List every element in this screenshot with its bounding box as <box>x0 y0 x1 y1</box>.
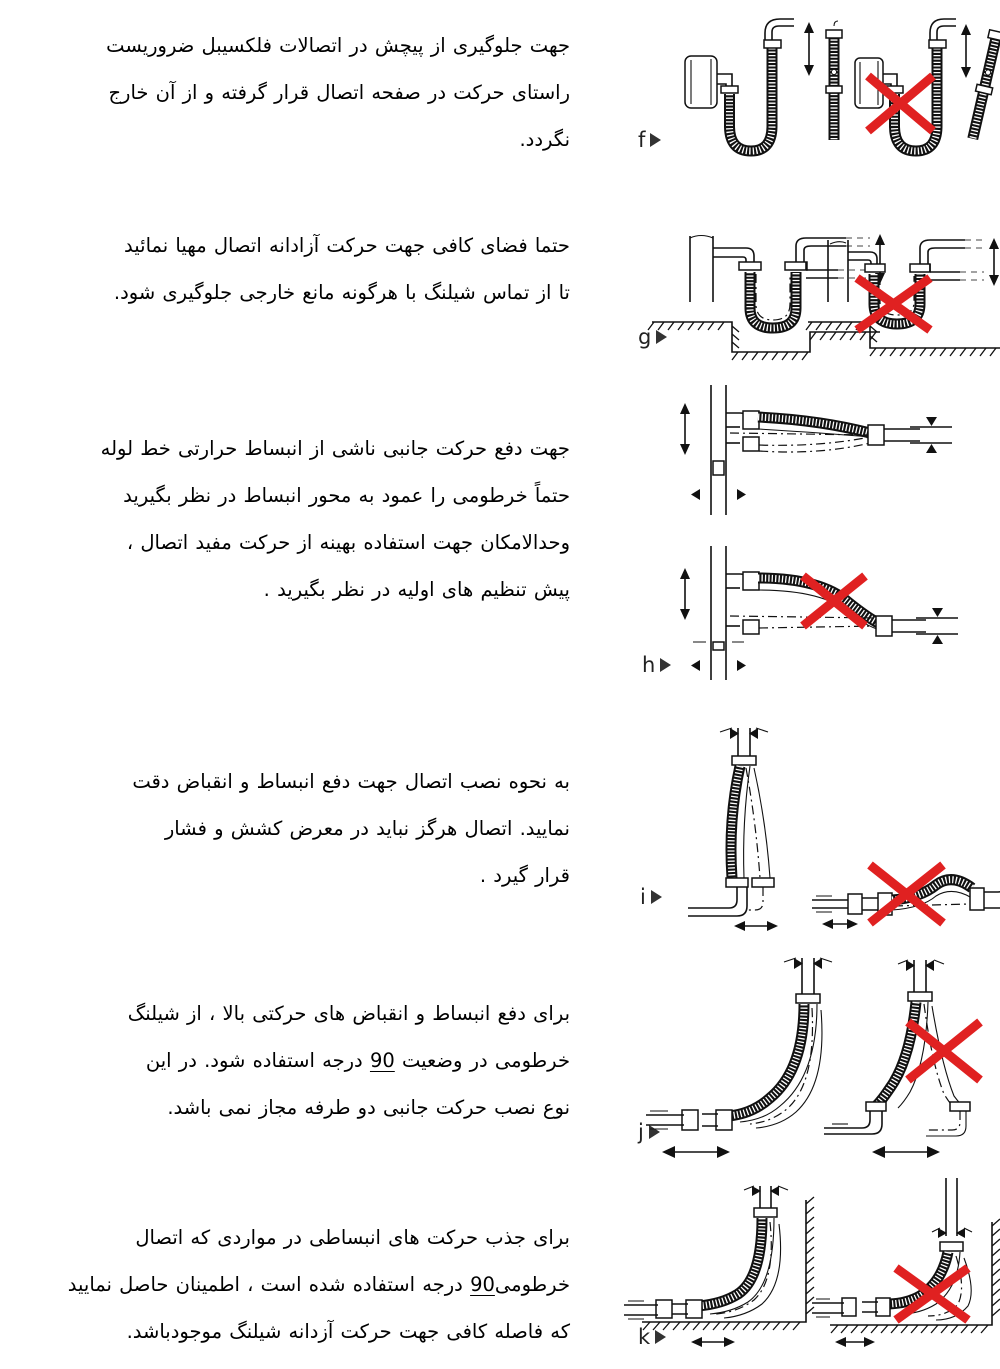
fig-f-correct <box>685 19 842 151</box>
figure-k <box>580 1170 1000 1369</box>
figure-h <box>580 365 1000 695</box>
text-h-line-3: وحدالامکان جهت استفاده بهینه از حرکت مفید اتصال ، <box>126 531 570 554</box>
figure-g <box>580 200 1000 365</box>
fig-h-incorrect <box>680 546 958 680</box>
figure-k-drawing <box>580 1170 1000 1369</box>
figure-i <box>580 710 1000 930</box>
text-k-line-2: خرطومی90 درجه استفاده شده است ، اطمینان حاصل نمایید <box>67 1273 570 1296</box>
fig-k-correct <box>624 1186 814 1347</box>
emphasis-90: 90 <box>369 1049 395 1072</box>
fig-g-correct <box>648 234 885 360</box>
marker-letter-j: j <box>638 1120 644 1144</box>
text-g-line-2: تا از تماس شیلنگ با هرگونه مانع خارجی جلوگیری شود. <box>113 281 570 304</box>
error-cross-icon <box>896 1268 968 1320</box>
text-j-line-1: برای دفع انبساط و انقباض های حرکتی بالا ، از شیلنگ <box>127 1002 570 1025</box>
marker-letter-f: f <box>638 128 646 152</box>
figure-j <box>580 930 1000 1170</box>
fig-h-correct <box>680 385 952 515</box>
text-g <box>0 200 580 316</box>
text-j-line-2: خرطومی در وضعیت 90 درجه استفاده شود. در این <box>145 1049 570 1072</box>
fig-g-incorrect <box>806 238 1000 356</box>
emphasis-90: 90 <box>470 1273 495 1296</box>
text-i-line-3: قرار گیرد . <box>479 864 570 887</box>
text-h-line-2: حتماً خرطومی را عمود به محور انبساط در نظر بگیرید <box>123 484 570 507</box>
figure-f <box>580 0 1000 200</box>
figure-i-drawing <box>580 710 1000 930</box>
text-k-line-1: برای جذب حرکت های انبساطی در مواردی که اتصال <box>135 1226 570 1249</box>
figure-f-drawing <box>580 0 1000 200</box>
text-i-line-1: به نحوه نصب اتصال جهت دفع انبساط و انقباض دقت <box>132 770 570 793</box>
section-k <box>0 1170 1000 1369</box>
fig-f-incorrect <box>855 19 1000 151</box>
text-f-line-1: جهت جلوگیری از پیچش در اتصالات فلکسیبل ضروریست <box>106 34 570 57</box>
text-i-line-2: نمایید. اتصال هرگز نباید در معرض کشش و فشار <box>164 817 570 840</box>
marker-letter-h: h <box>642 653 656 677</box>
section-f <box>0 0 1000 200</box>
section-h <box>0 365 1000 695</box>
text-h-line-1: جهت دفع حرکت جانبی ناشی از انبساط حرارتی خط لوله <box>100 437 570 460</box>
text-f <box>0 0 580 163</box>
section-g <box>0 200 1000 365</box>
text-f-line-3: نگردد. <box>519 128 570 151</box>
text-i <box>0 710 580 899</box>
fig-i-incorrect <box>812 810 1000 929</box>
fig-j-correct <box>646 958 832 1158</box>
text-k-line-3: که فاصله کافی جهت حرکت آزدانه شیلنگ موجودباشد. <box>126 1320 570 1343</box>
figure-j-drawing <box>580 930 1000 1170</box>
section-j <box>0 930 1000 1170</box>
text-j <box>0 930 580 1131</box>
error-cross-icon <box>803 576 865 626</box>
marker-letter-g: g <box>638 325 652 349</box>
error-cross-icon <box>908 1022 980 1080</box>
text-k <box>0 1170 580 1355</box>
fig-k-incorrect <box>812 1178 1000 1347</box>
marker-letter-i: i <box>640 885 646 909</box>
text-h <box>0 365 580 613</box>
fig-i-correct <box>688 728 778 931</box>
fig-j-incorrect <box>824 960 980 1158</box>
figure-h-drawing <box>580 365 1000 695</box>
section-i <box>0 710 1000 930</box>
figure-g-drawing <box>580 200 1000 365</box>
text-g-line-1: حتما فضای کافی جهت حرکت آزادانه اتصال مهیا نمائید <box>124 234 570 257</box>
marker-letter-k: k <box>638 1325 651 1349</box>
text-f-line-2: راستای حرکت در صفحه اتصال قرار گرفته و از آن خارج <box>108 81 570 104</box>
text-h-line-4: پیش تنظیم های اولیه در نظر بگیرید . <box>263 578 570 601</box>
text-j-line-3: نوع نصب حرکت جانبی دو طرفه مجاز نمی باشد. <box>167 1096 570 1119</box>
